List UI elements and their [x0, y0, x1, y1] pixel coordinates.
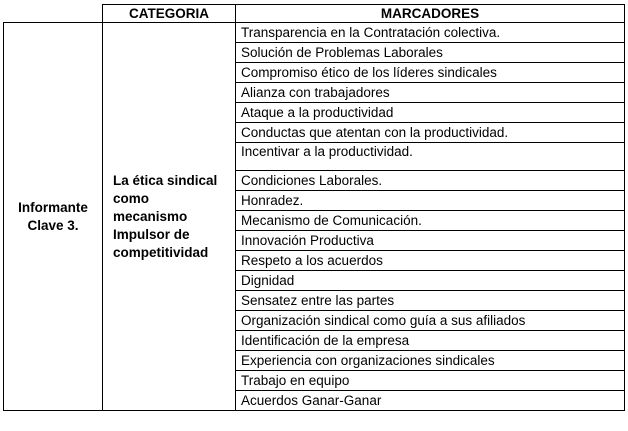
- marker-cell: Condiciones Laborales.: [236, 171, 625, 191]
- marker-cell: Incentivar a la productividad.: [236, 143, 625, 171]
- marker-cell: Respeto a los acuerdos: [236, 251, 625, 271]
- header-blank-cell: [4, 5, 103, 23]
- markers-table: [3, 4, 625, 411]
- marker-cell: Transparencia en la Contratación colectiva.: [236, 23, 625, 43]
- marker-cell: Innovación Productiva: [236, 231, 625, 251]
- header-row: [4, 5, 625, 23]
- marker-cell: Mecanismo de Comunicación.: [236, 211, 625, 231]
- category-line: Impulsor de: [113, 226, 190, 242]
- informant-line: Informante: [18, 199, 88, 215]
- marker-cell: Compromiso ético de los líderes sindicales: [236, 63, 625, 83]
- table-row: [4, 23, 625, 43]
- marker-cell: Conductas que atentan con la productividad.: [236, 123, 625, 143]
- header-category: CATEGORIA: [103, 5, 236, 23]
- category-cell: [103, 23, 236, 411]
- header-markers: MARCADORES: [236, 5, 625, 23]
- marker-cell: Dignidad: [236, 271, 625, 291]
- marker-cell: Organización sindical como guía a sus afiliados: [236, 311, 625, 331]
- marker-cell: Alianza con trabajadores: [236, 83, 625, 103]
- marker-cell: Ataque a la productividad: [236, 103, 625, 123]
- category-line: La ética sindical: [113, 172, 218, 188]
- informant-line: Clave 3.: [27, 217, 79, 233]
- marker-cell: Experiencia con organizaciones sindicales: [236, 351, 625, 371]
- category-line: competitividad: [113, 244, 209, 260]
- marker-cell: Solución de Problemas Laborales: [236, 43, 625, 63]
- marker-cell: Acuerdos Ganar-Ganar: [236, 391, 625, 411]
- marker-cell: Honradez.: [236, 191, 625, 211]
- marker-cell: Identificación de la empresa: [236, 331, 625, 351]
- marker-cell: Trabajo en equipo: [236, 371, 625, 391]
- marker-cell: Sensatez entre las partes: [236, 291, 625, 311]
- category-line: mecanismo: [113, 208, 188, 224]
- category-line: como: [113, 190, 150, 206]
- informant-cell: [4, 23, 103, 411]
